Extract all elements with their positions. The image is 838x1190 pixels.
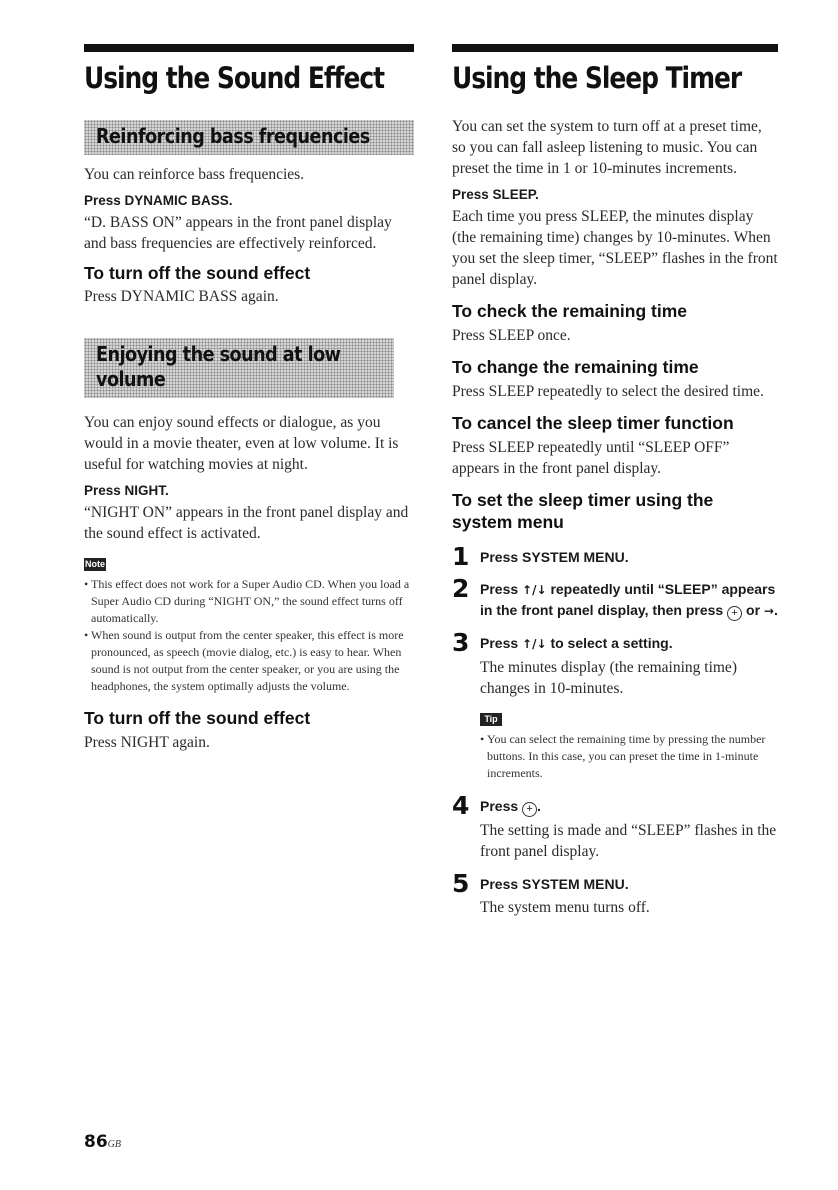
step-1-text: Press SYSTEM MENU. [480,549,629,565]
check-text: Press SLEEP once. [452,327,571,344]
step-2-text-d: . [773,602,778,618]
step-3-text-b: to select a setting. [550,635,673,651]
step-5-desc: The system menu turns off. [480,899,650,916]
step-3-text-a: Press [480,635,519,651]
up-down-arrow-icon: ↑/↓ [522,637,547,651]
note-list [84,576,414,695]
page-number-value: 86 [84,1132,108,1152]
cancel-text: Press SLEEP repeatedly until “SLEEP OFF” appears in the front panel display. [452,439,730,477]
step-4-text-a: Press [480,798,519,814]
subheading-bass-text: Reinforcing bass frequencies [96,124,370,148]
step-2-text-b: repeatedly until “SLEEP” appears in the front panel display, then press [480,581,776,618]
step-4-desc: The setting is made and “SLEEP” flashes in the front panel display. [480,822,777,860]
step-2-text [480,579,778,621]
menu-heading: To set the sleep timer using the system menu [452,490,714,532]
up-down-arrow-icon: ↑/↓ [522,583,547,597]
section-title-sleep-timer: Using the Sleep Timer [452,61,742,95]
title-rule [452,44,778,52]
change-heading: To change the remaining time [452,357,699,377]
step-5-text: Press SYSTEM MENU. [480,876,629,892]
title-rule [84,44,414,52]
bass-desc: “D. BASS ON” appears in the front panel display and bass frequencies are effectively reinforced. [84,214,392,252]
page-number-suffix: GB [107,1139,122,1150]
bass-intro: You can reinforce bass frequencies. [84,166,305,183]
step-number: 2 [452,574,470,603]
enter-button-icon: + [727,606,742,621]
subheading-bass [84,120,414,155]
step-4-text-b: . [537,798,541,814]
note-item: • This effect does not work for a Super Audio CD. When you load a Super Audio CD during “NIGHT ON,” the sound effect turns off automatically. [84,576,414,627]
bass-press: Press DYNAMIC BASS. [84,193,233,208]
change-text: Press SLEEP repeatedly to select the desired time. [452,383,764,400]
step-2 [452,574,778,621]
step-2-text-a: Press [480,581,519,597]
tip-item: • You can select the remaining time by pressing the number buttons. In this case, you can preset the time in 1-minute increments. [480,731,778,782]
subheading-night-line1: Enjoying the sound at low [96,342,341,366]
tip-label: Tip [480,713,502,726]
bass-off-text: Press DYNAMIC BASS again. [84,288,279,305]
tip-block [480,709,778,782]
step-3-text [480,633,778,654]
night-desc: “NIGHT ON” appears in the front panel display and the sound effect is activated. [84,504,409,542]
sleep-desc: Each time you press SLEEP, the minutes display (the remaining time) changes by 10-minutes. When you set the sleep timer, “SLEEP” flashes in the front panel display. [452,208,778,288]
page-number [84,1132,121,1152]
step-4-text [480,796,778,817]
section-title-sound-effect: Using the Sound Effect [84,61,385,95]
night-off-text: Press NIGHT again. [84,734,210,751]
night-intro: You can enjoy sound effects or dialogue, as you would in a movie theater, even at low volume. It is useful for watching movies at night. [84,414,399,473]
step-4 [452,791,778,862]
right-column [452,44,778,918]
subheading-night-line2: volume [96,367,166,391]
note-item: • When sound is output from the center speaker, this effect is more pronounced, as speech (movie dialog, etc.) is easy to hear. When sound is not output from the center speaker, or you are using the headphones, the system optimally adjusts the volume. [84,627,414,695]
bass-off-heading: To turn off the sound effect [84,263,311,283]
left-column [84,44,414,753]
cancel-heading: To cancel the sleep timer function [452,413,734,433]
night-off-heading: To turn off the sound effect [84,708,311,728]
note-block [84,554,414,695]
step-1 [452,542,778,571]
sleep-intro: You can set the system to turn off at a preset time, so you can fall asleep listening to music. You can preset the time in 1 or 10-minutes increments. [452,118,762,177]
step-number: 4 [452,791,470,820]
step-2-text-c: or [746,602,761,618]
tip-list [480,731,778,782]
right-arrow-icon: → [763,604,774,618]
night-press: Press NIGHT. [84,483,169,498]
subheading-night [84,338,394,398]
step-number: 3 [452,628,470,657]
step-3 [452,628,778,782]
sleep-press: Press SLEEP. [452,187,539,202]
enter-button-icon: + [522,802,537,817]
step-5 [452,869,778,918]
note-label: Note [85,559,105,569]
step-3-desc: The minutes display (the remaining time) changes in 10-minutes. [480,659,737,697]
step-number: 1 [452,542,470,571]
check-heading: To check the remaining time [452,301,688,321]
step-number: 5 [452,869,470,898]
